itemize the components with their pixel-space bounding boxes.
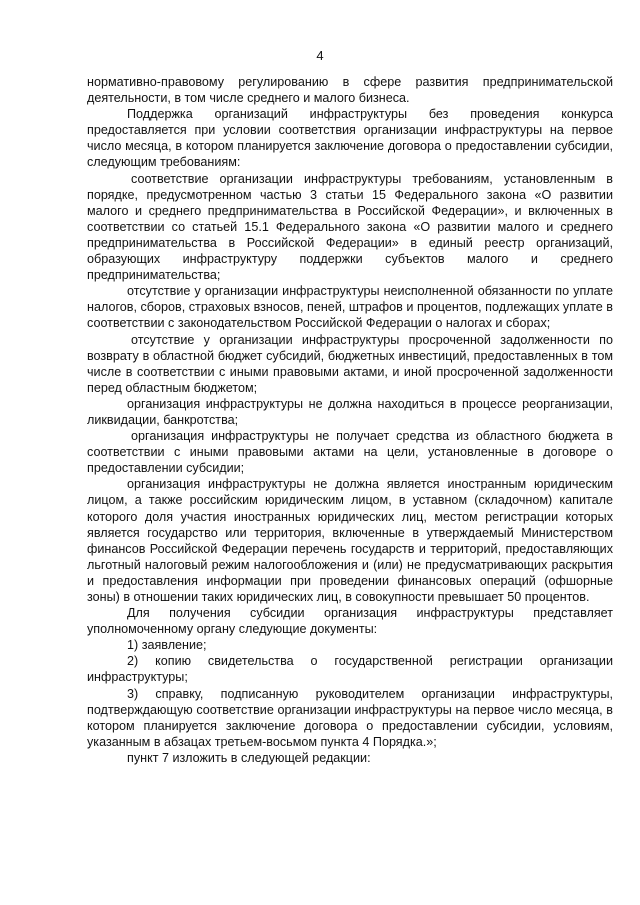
paragraph-requirement-not-foreign: организация инфраструктуры не должна является иностранным юридическим лицом, а также российским юридическим лицом, в уставном (складочном) капитале которого доля участия иностранных юридических лиц, местом регистрации которых является государство или территория, включенные в утверждаемый Министерством финансов Российской Федерации перечень государств и территорий, предоставляющих льготный налоговый режим налогообложения и (или) не предусматривающих раскрытия и предоставления информации при проведении финансовых операций (офшорные зоны) в отношении таких юридических лиц, в совокупности превышает 50 процентов. xyxy=(87,477,613,604)
document-body xyxy=(87,74,613,766)
paragraph-requirement-reorganization: организация инфраструктуры не должна находиться в процессе реорганизации, ликвидации, банкротства; xyxy=(87,396,613,427)
list-item-certificate: 3) справку, подписанную руководителем организации инфраструктуры, подтверждающую соответствие организации инфраструктуры на первое число месяца, в котором планируется заключение договора о предоставлении субсидии, условиям, указанным в абзацах третьем-восьмом пункта 4 Порядка.»; xyxy=(87,686,613,749)
paragraph-documents-intro: Для получения субсидии организация инфраструктуры представляет уполномоченному органу следующие документы: xyxy=(87,606,613,637)
list-item-registration-copy: 2) копию свидетельства о государственной регистрации организации инфраструктуры; xyxy=(87,654,613,685)
paragraph-requirement-registry: соответствие организации инфраструктуры требованиям, установленным в порядке, предусмотренном частью 3 статьи 15 Федерального закона «О развитии малого и среднего предпринимательства в Российской Федерации», и включенных в соответствии со статьей 15.1 Федерального закона «О развитии малого и среднего предпринимательства в Российской Федерации» в единый реестр организаций, образующих инфраструктуру поддержки субъектов малого и среднего предпринимательства; xyxy=(87,171,613,283)
paragraph-requirement-no-other-funds: организация инфраструктуры не получает средства из областного бюджета в соответствии с иными правовыми актами на цели, установленные в договоре о предоставлении субсидии; xyxy=(87,429,613,476)
paragraph-point-7: пункт 7 изложить в следующей редакции: xyxy=(127,750,371,765)
paragraph-support-conditions: Поддержка организаций инфраструктуры без проведения конкурса предоставляется при условии соответствия организации инфраструктуры на первое число месяца, в котором планируется заключение договора о предоставлении субсидии, следующим требованиям: xyxy=(87,107,613,170)
paragraph-requirement-debt: отсутствие у организации инфраструктуры просроченной задолженности по возврату в областной бюджет субсидий, бюджетных инвестиций, предоставленных в том числе в соответствии с иными правовыми актами, и иной просроченной задолженности перед областным бюджетом; xyxy=(87,332,613,395)
list-item-application: 1) заявление; xyxy=(127,638,207,653)
page-number: 4 xyxy=(316,48,324,63)
paragraph-requirement-taxes: отсутствие у организации инфраструктуры неисполненной обязанности по уплате налогов, сборов, страховых взносов, пеней, штрафов и процентов, подлежащих уплате в соответствии с законодательством Российской Федерации о налогах и сборах; xyxy=(87,284,613,331)
paragraph-continuation: нормативно-правовому регулированию в сфере развития предпринимательской деятельности, в том числе среднего и малого бизнеса. xyxy=(87,75,613,106)
